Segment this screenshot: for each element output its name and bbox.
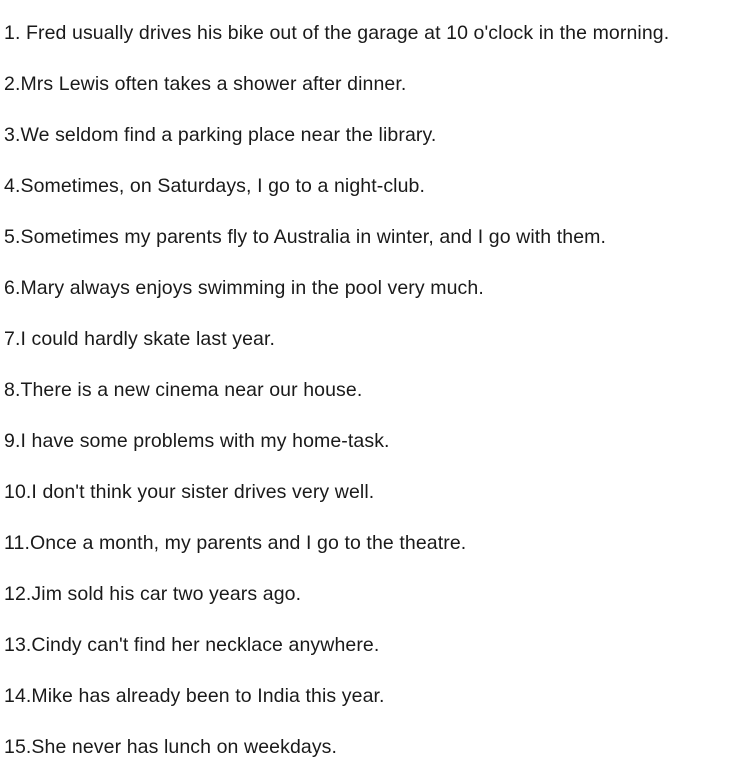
sentence-line: 8.There is a new cinema near our house. bbox=[4, 379, 363, 401]
sentence-line: 13.Cindy can't find her necklace anywhere. bbox=[4, 634, 380, 656]
sentence-line: 10.I don't think your sister drives very well. bbox=[4, 481, 375, 503]
sentence-line: 14.Mike has already been to India this year. bbox=[4, 685, 385, 707]
sentence-line: 9.I have some problems with my home-task. bbox=[4, 430, 390, 452]
sentence-line: 6.Mary always enjoys swimming in the pool very much. bbox=[4, 277, 484, 299]
sentence-line: 4.Sometimes, on Saturdays, I go to a night-club. bbox=[4, 175, 426, 197]
sentence-line: 15.She never has lunch on weekdays. bbox=[4, 736, 338, 758]
sentence-line: 7.I could hardly skate last year. bbox=[4, 328, 276, 350]
sentence-line: 11.Once a month, my parents and I go to the theatre. bbox=[4, 532, 467, 554]
sentence-line: 5.Sometimes my parents fly to Australia in winter, and I go with them. bbox=[4, 226, 607, 248]
sentence-line: 1. Fred usually drives his bike out of the garage at 10 o'clock in the morning. bbox=[4, 22, 670, 44]
sentence-line: 3.We seldom find a parking place near the library. bbox=[4, 124, 437, 146]
sentence-line: 12.Jim sold his car two years ago. bbox=[4, 583, 302, 605]
sentence-line: 2.Mrs Lewis often takes a shower after dinner. bbox=[4, 73, 407, 95]
sentence-list bbox=[4, 19, 750, 773]
